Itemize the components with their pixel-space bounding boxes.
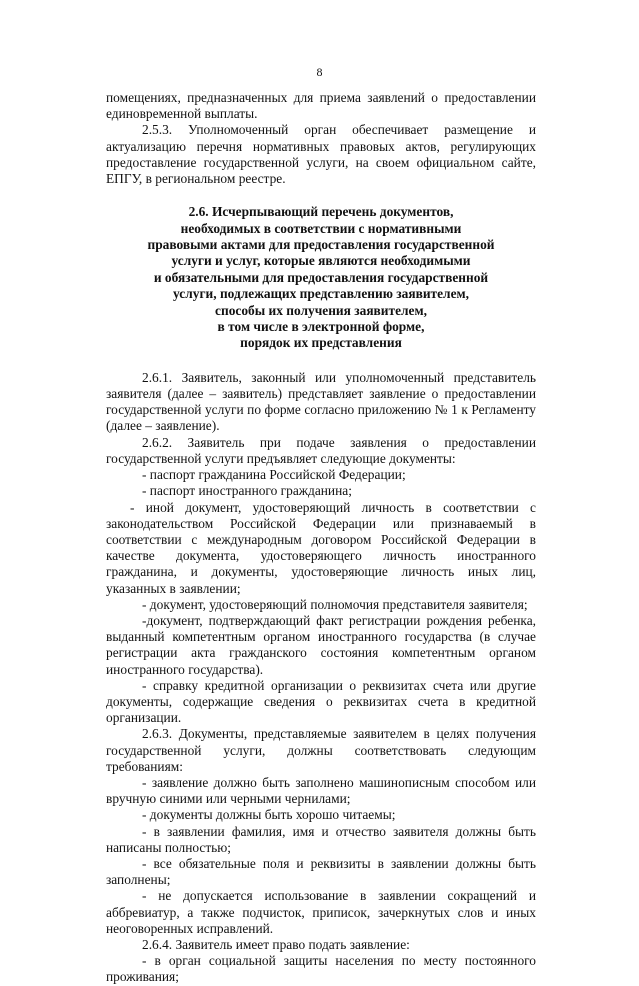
- paragraph: помещениях, предназначенных для приема заявлений о предоставлении единовременной выплаты.: [106, 90, 536, 122]
- section-heading-line: необходимых в соответствии с нормативными: [180, 220, 462, 236]
- list-item: - не допускается использование в заявлении сокращений и аббревиатур, а также подчисток, приписок, зачеркнутых слов и иных неоговоренных исправлений.: [106, 888, 536, 936]
- list-item: - иной документ, удостоверяющий личность в соответствии с законодательством Российской Федерации или признаваемый в соответствии с международным договором Российской Федерации в качестве документа, удостоверяющего личность иностранного гражданина, и документы, удостоверяющие личность иных лиц, указанных в заявлении;: [106, 499, 536, 596]
- section-heading-line: правовыми актами для предоставления государственной: [147, 237, 495, 253]
- section-heading: [106, 204, 536, 352]
- paragraph: 2.5.3. Уполномоченный орган обеспечивает размещение и актуализацию перечня нормативных правовых актов, регулирующих предоставление государственной услуги, на своем официальном сайте, ЕПГУ, в региональном реестре.: [106, 122, 536, 187]
- paragraph: 2.6.1. Заявитель, законный или уполномоченный представитель заявителя (далее – заявитель) представляет заявление о предоставлении государственной услуги по форме согласно приложению № 1 к Регламенту (далее – заявление).: [106, 369, 536, 434]
- list-item: - заявление должно быть заполнено машинописным способом или вручную синими или черными чернилами;: [106, 774, 536, 807]
- list-item: - все обязательные поля и реквизиты в заявлении должны быть заполнены;: [106, 855, 536, 888]
- list-item: - документ, удостоверяющий полномочия представителя заявителя;: [142, 596, 528, 612]
- section-heading-line: порядок их представления: [240, 335, 402, 351]
- paragraph: 2.6.2. Заявитель при подаче заявления о предоставлении государственной услуги предъявляет следующие документы:: [106, 434, 536, 466]
- section-heading-line: 2.6. Исчерпывающий перечень документов,: [188, 204, 454, 220]
- paragraph: 2.6.3. Документы, представляемые заявителем в целях получения государственной услуги, должны соответствовать следующим требованиям:: [106, 726, 536, 774]
- section-heading-line: способы их получения заявителем,: [215, 302, 427, 318]
- list-item: - паспорт иностранного гражданина;: [142, 483, 352, 499]
- list-item: - справку кредитной организации о реквизитах счета или другие документы, содержащие сведения о реквизитах счета в кредитной организации.: [106, 677, 536, 726]
- paragraph: 2.6.4. Заявитель имеет право подать заявление:: [142, 936, 410, 952]
- list-item: - документы должны быть хорошо читаемы;: [142, 807, 396, 823]
- list-item: - в орган социальной защиты населения по месту постоянного проживания;: [106, 953, 536, 985]
- page-number: 8: [316, 65, 323, 79]
- document-body: [106, 90, 536, 986]
- section-heading-line: услуги и услуг, которые являются необходимыми: [171, 253, 471, 269]
- list-item: -документ, подтверждающий факт регистрации рождения ребенка, выданный компетентным органом иностранного государства (в случае регистрации акта гражданского состояния компетентным органом иностранного государства).: [106, 612, 536, 677]
- section-heading-line: услуги, подлежащих представлению заявителем,: [173, 286, 469, 302]
- section-heading-line: в том числе в электронной форме,: [217, 319, 425, 335]
- section-heading-line: и обязательными для предоставления государственной: [153, 269, 489, 285]
- list-item: - в заявлении фамилия, имя и отчество заявителя должны быть написаны полностью;: [106, 823, 536, 855]
- list-item: - паспорт гражданина Российской Федерации;: [142, 467, 406, 483]
